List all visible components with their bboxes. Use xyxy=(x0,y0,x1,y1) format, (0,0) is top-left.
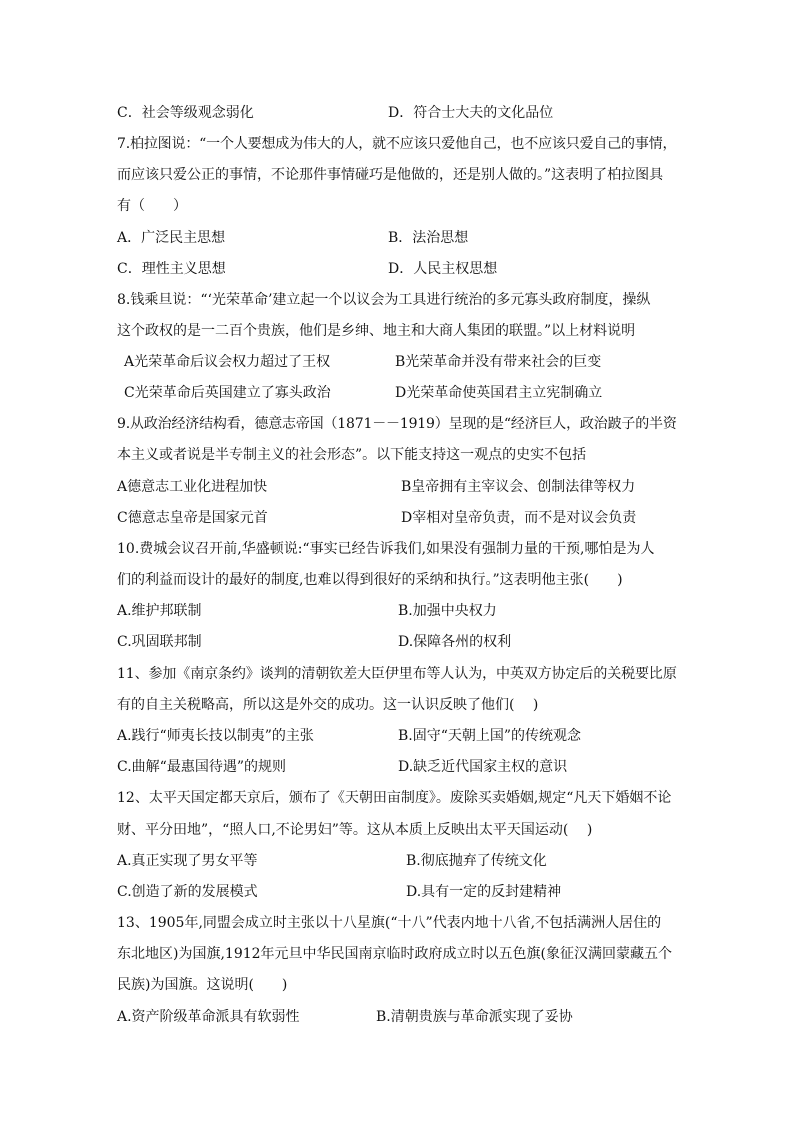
q13-option-a: A.资产阶级革命派具有软弱性 xyxy=(117,1009,300,1025)
q11-option-d: D.缺乏近代国家主权的意识 xyxy=(398,759,568,775)
q10-stem-line-2: 们的利益而设计的最好的制度,也难以得到很好的采纳和执行。”这表明他主张( ) xyxy=(117,572,623,588)
q7-option-c: C．理性主义思想 xyxy=(117,261,226,277)
q11-option-b: B.固守“天朝上国”的传统观念 xyxy=(398,728,582,744)
q8-stem-line-1: 8.钱乘旦说：“‘光荣革命’建立起一个以议会为工具进行统治的多元寡头政府制度，操纵 xyxy=(117,292,651,308)
q13-stem-line-1: 13、1905年,同盟会成立时主张以十八星旗(“十八”代表内地十八省,不包括满洲人居住的 xyxy=(117,915,662,931)
q11-stem-line-1: 11、参加《南京条约》谈判的清朝钦差大臣伊里布等人认为，中英双方协定后的关税要比原 xyxy=(117,666,677,682)
q13-stem-line-2: 东北地区)为国旗,1912年元旦中华民国南京临时政府成立时以五色旗(象征汉满回蒙藏五个 xyxy=(117,946,673,962)
q12-option-d: D.具有一定的反封建精神 xyxy=(406,884,562,900)
q9-option-c: C德意志皇帝是国家元首 xyxy=(117,510,268,526)
q10-option-a: A.维护邦联制 xyxy=(117,603,202,619)
q10-stem-line-1: 10.费城会议召开前,华盛顿说:“事实已经告诉我们,如果没有强制力量的干预,哪怕是为人 xyxy=(117,541,655,557)
q12-option-b: B.彻底抛弃了传统文化 xyxy=(406,853,547,869)
q12-option-c: C.创造了新的发展模式 xyxy=(117,884,258,900)
q9-stem-line-1: 9.从政治经济结构看，德意志帝国（1871－－1919）呈现的是“经济巨人，政治跛子的半资 xyxy=(117,416,677,432)
q12-stem-line-1: 12、太平天国定都天京后，颁布了《天朝田亩制度》。废除买卖婚姻,规定“凡天下婚姻不论 xyxy=(117,790,672,806)
q6-option-c: C．社会等级观念弱化 xyxy=(117,105,254,121)
q7-option-d: D．人民主权思想 xyxy=(388,261,498,277)
q7-stem-line-1: 7.柏拉图说：“一个人要想成为伟大的人，就不应该只爱他自己，也不应该只爱自己的事情， xyxy=(117,136,677,152)
q11-option-a: A.践行“师夷长技以制夷”的主张 xyxy=(117,728,314,744)
q10-option-c: C.巩固联邦制 xyxy=(117,634,202,650)
q8-option-d: D光荣革命使英国君主立宪制确立 xyxy=(395,385,603,401)
q12-option-a: A.真正实现了男女平等 xyxy=(117,853,258,869)
q11-option-c: C.曲解“最惠国待遇”的规则 xyxy=(117,759,286,775)
q10-option-d: D.保障各州的权利 xyxy=(398,634,512,650)
q10-option-b: B.加强中央权力 xyxy=(398,603,497,619)
q13-stem-line-3: 民族)为国旗。这说明( ) xyxy=(117,977,288,993)
q8-stem-line-2: 这个政权的是一二百个贵族，他们是乡绅、地主和大商人集团的联盟。”以上材料说明 xyxy=(117,323,636,339)
q9-option-a: A德意志工业化进程加快 xyxy=(117,479,268,495)
q9-option-b: B皇帝拥有主宰议会、创制法律等权力 xyxy=(401,479,636,495)
q9-stem-line-2: 本主义或者说是半专制主义的社会形态”。以下能支持这一观点的史实不包括 xyxy=(117,447,587,463)
q12-stem-line-2: 财、平分田地”，“照人口,不论男妇”等。这从本质上反映出太平天国运动( ) xyxy=(117,822,593,838)
q8-option-b: B光荣革命并没有带来社会的巨变 xyxy=(395,354,602,370)
q6-option-d: D．符合士大夫的文化品位 xyxy=(388,105,554,121)
q13-option-b: B.清朝贵族与革命派实现了妥协 xyxy=(376,1009,573,1025)
q7-option-b: B．法治思想 xyxy=(388,230,469,246)
q9-option-d: D宰相对皇帝负责，而不是对议会负责 xyxy=(401,510,637,526)
q8-option-c: C光荣革命后英国建立了寡头政治 xyxy=(124,385,331,401)
q7-stem-line-3: 有（ ） xyxy=(117,198,187,214)
q8-option-a: A光荣革命后议会权力超过了王权 xyxy=(124,354,331,370)
q7-option-a: A．广泛民主思想 xyxy=(117,230,226,246)
q11-stem-line-2: 有的自主关税略高，所以这是外交的成功。这一认识反映了他们( ) xyxy=(117,697,539,713)
q7-stem-line-2: 而应该只爱公正的事情，不论那件事情碰巧是他做的，还是别人做的。”这表明了柏拉图具 xyxy=(117,167,664,183)
